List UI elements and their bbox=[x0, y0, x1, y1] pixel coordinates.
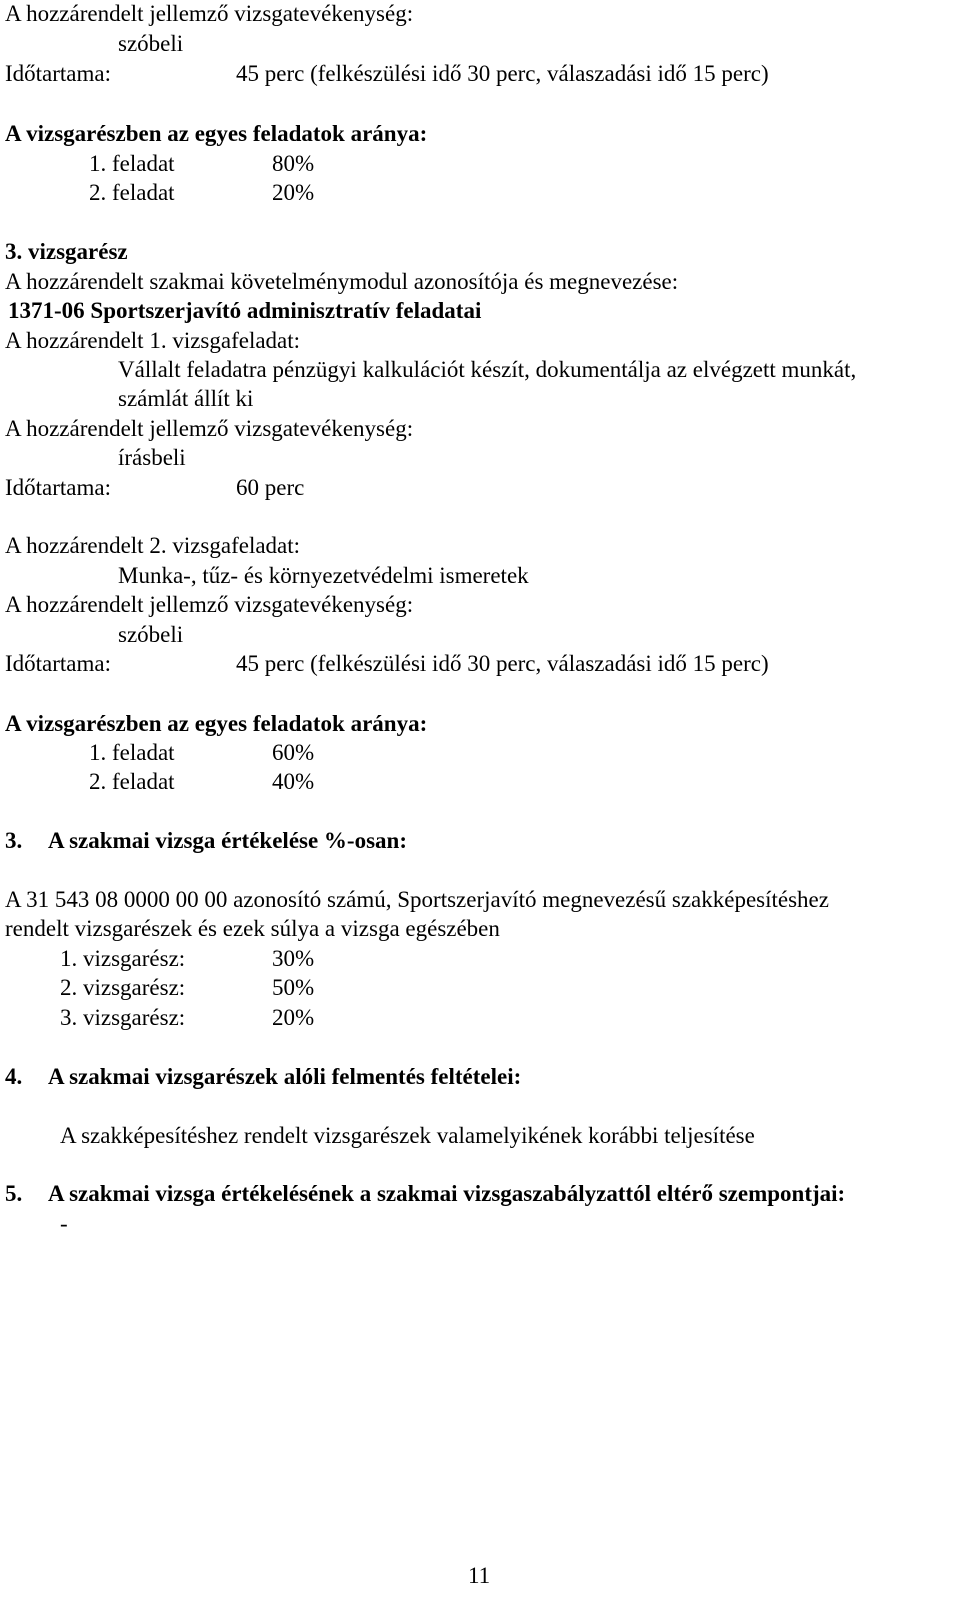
task-label: 1. feladat bbox=[89, 151, 175, 176]
module-label: A hozzárendelt szakmai követelménymodul azonosítója és megnevezése: bbox=[5, 269, 679, 294]
activity-label: A hozzárendelt jellemző vizsgatevékenység: bbox=[5, 592, 414, 617]
activity-value: írásbeli bbox=[118, 445, 186, 470]
section-number: 4. bbox=[5, 1064, 23, 1089]
section-text: A szakképesítéshez rendelt vizsgarészek valamelyikének korábbi teljesítése bbox=[60, 1123, 755, 1148]
ratio-heading: A vizsgarészben az egyes feladatok aránya: bbox=[5, 121, 428, 146]
paragraph: A 31 543 08 0000 00 00 azonosító számú, Sportszerjavító megnevezésű szakképesítéshez bbox=[5, 887, 829, 912]
task1-description: Vállalt feladatra pénzügyi kalkulációt készít, dokumentálja az elvégzett munkát, bbox=[118, 357, 857, 382]
duration-value: 45 perc (felkészülési idő 30 perc, válaszadási idő 15 perc) bbox=[236, 61, 769, 86]
section-number: 5. bbox=[5, 1181, 23, 1206]
activity-label: A hozzárendelt jellemző vizsgatevékenység: bbox=[5, 416, 414, 441]
exam-part-label: 1. vizsgarész: bbox=[60, 946, 186, 971]
page-number: 11 bbox=[468, 1563, 491, 1588]
duration-label: Időtartama: bbox=[5, 651, 112, 676]
part-heading: 3. vizsgarész bbox=[5, 239, 128, 264]
task-value: 80% bbox=[272, 151, 315, 176]
activity-value: szóbeli bbox=[118, 622, 184, 647]
task-label: 1. feladat bbox=[89, 740, 175, 765]
activity-value: szóbeli bbox=[118, 31, 184, 56]
duration-value: 60 perc bbox=[236, 475, 305, 500]
ratio-heading: A vizsgarészben az egyes feladatok aránya: bbox=[5, 711, 428, 736]
task1-label: A hozzárendelt 1. vizsgafeladat: bbox=[5, 328, 301, 353]
duration-label: Időtartama: bbox=[5, 61, 112, 86]
section-heading: A szakmai vizsga értékelésének a szakmai vizsgaszabályzattól eltérő szempontjai: bbox=[48, 1181, 846, 1206]
task-label: 2. feladat bbox=[89, 180, 175, 205]
section-heading: A szakmai vizsgarészek alóli felmentés feltételei: bbox=[48, 1064, 522, 1089]
task2-description: Munka-, tűz- és környezetvédelmi ismeretek bbox=[118, 563, 529, 588]
task-value: 60% bbox=[272, 740, 315, 765]
task-label: 2. feladat bbox=[89, 769, 175, 794]
task2-label: A hozzárendelt 2. vizsgafeladat: bbox=[5, 533, 301, 558]
exam-part-value: 20% bbox=[272, 1005, 315, 1030]
task-value: 40% bbox=[272, 769, 315, 794]
exam-part-value: 30% bbox=[272, 946, 315, 971]
exam-part-label: 2. vizsgarész: bbox=[60, 975, 186, 1000]
exam-part-label: 3. vizsgarész: bbox=[60, 1005, 186, 1030]
section-text: - bbox=[60, 1211, 68, 1236]
exam-part-value: 50% bbox=[272, 975, 315, 1000]
section-number: 3. bbox=[5, 828, 23, 853]
paragraph: rendelt vizsgarészek és ezek súlya a vizsga egészében bbox=[5, 916, 500, 941]
duration-value: 45 perc (felkészülési idő 30 perc, válaszadási idő 15 perc) bbox=[236, 651, 769, 676]
task-value: 20% bbox=[272, 180, 315, 205]
section-heading: A szakmai vizsga értékelése %-osan: bbox=[48, 828, 407, 853]
activity-label: A hozzárendelt jellemző vizsgatevékenység: bbox=[5, 1, 414, 26]
task1-description: számlát állít ki bbox=[118, 386, 254, 411]
duration-label: Időtartama: bbox=[5, 475, 112, 500]
module-name: 1371-06 Sportszerjavító adminisztratív feladatai bbox=[8, 298, 482, 323]
